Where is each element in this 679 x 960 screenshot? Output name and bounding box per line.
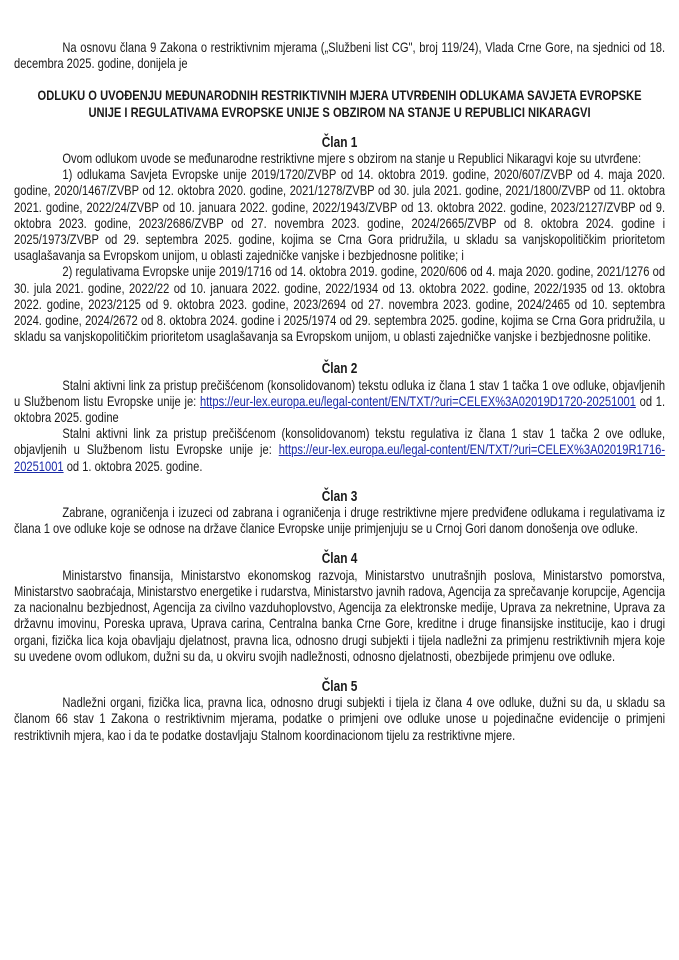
decision-title: ODLUKU O UVOĐENJU MEĐUNARODNIH RESTRIKTIVNIH MJERA UTVRĐENIH ODLUKAMA SAVJETA EVROPSKE UNIJE I REGULATIVAMA EVROPSKE UNIJE S OBZIROM NA STANJE U REPUBLICI NIKARAGVI bbox=[37, 88, 642, 120]
article-2-heading: Član 2 bbox=[321, 361, 358, 378]
article-1-item-1: 1) odlukama Savjeta Evropske unije 2019/1720/ZVBP od 14. oktobra 2019. godine, 2020/607/ZVBP od 4. maja 2020. godine, 2020/1467/ZVBP od 12. oktobra 2020. godine, 2021/1278/ZVBP od 30. jula 2021. godine, 2021/1800/ZVBP od 11. oktobra 2021. godine, 2022/24/ZVBP od 10. januara 2022. godine, 2022/1943/ZVBP od 13. oktobra 2022. godine, 2023/2127/ZVBP od 9. oktobra 2023. godine, 2023/2686/ZVBP od 27. novembra 2023. godine, 2024/2665/ZVBP od 8. oktobra 2024. godine i 2025/1973/ZVBP od 29. septembra 2025. godine, kojima se Crna Gora pridružila, u skladu sa vanjskopolitičkim prioritetom usaglašavanja sa Evropskom unijom, u oblasti zajedničke vanjske i bezbjednosne politike; i bbox=[14, 167, 666, 264]
article-4-paragraph: Ministarstvo finansija, Ministarstvo ekonomskog razvoja, Ministarstvo unutrašnjih poslova, Ministarstvo pomorstva, Ministarstvo saobraćaja, Ministarstvo energetike i rudarstva, Ministarstvo javnih radova, Agencija za sprečavanje korupcije, Agencija za nacionalnu bezbjednost, Agencija za civilno vazduhoplovstvo, Agencija za elektronske medije, Uprava za nekretnine, Uprava za državnu imovinu, Poreska uprava, Uprava carina, Centralna banka Crne Gore, kreditne i druge finansijske institucije, kao i drugi organi, fizička lica koja obavljaju djelatnost, pravna lica, odnosno drugi subjekti i tijela nadležni za primjenu restriktivnih mjera koje su uvedene ovom odlukom, dužni su da, u okviru svojih nadležnosti, odnosno djelatnosti, obezbijede primjenu ove odluke. bbox=[14, 567, 666, 664]
eurlex-decision-link[interactable]: https://eur-lex.europa.eu/legal-content/EN/TXT/?uri=CELEX%3A02019D1720-20251001 bbox=[199, 393, 636, 409]
article-3-paragraph: Zabrane, ograničenja i izuzeci od zabrana i ograničenja i druge restriktivne mjere predviđene odlukama i regulativama iz člana 1 ove odluke koje se odnose na države članice Evropske unije primjenjuju se u Crnoj Gori danom donošenja ove odluke. bbox=[14, 505, 666, 537]
article-5-paragraph: Nadležni organi, fizička lica, pravna lica, odnosno drugi subjekti i tijela iz člana 4 ove odluke, dužni su da, u skladu sa članom 66 stav 1 Zakona o restriktivnim mjerama, podatke o primjeni ove odluke unose u pojedinačne evidencije o primjeni restriktivnih mjera, kao i da te podatke dostavljaju Stalnom koordinacionom tijelu za restriktivne mjere. bbox=[14, 695, 666, 743]
article-2-text-1: Stalni aktivni link za pristup prečišćenom (konsolidovanom) tekstu odluka iz člana 1 stav 1 tačka 1 ove odluke, objavljenih u Službenom listu Evropske unije je: bbox=[14, 377, 666, 409]
article-4-heading: Član 4 bbox=[321, 551, 358, 568]
article-1-item-2: 2) regulativama Evropske unije 2019/1716 od 14. oktobra 2019. godine, 2020/606 od 4. maja 2020. godine, 2021/1276 od 30. jula 2021. godine, 2022/22 od 10. januara 2022. godine, 2022/1934 od 13. oktobra 2022. godine, 2022/1935 od 13. oktobra 2022. godine, 2023/2125 od 9. oktobra 2023. godine, 2023/2694 od 27. novembra 2023. godine, 2024/2465 od 10. septembra 2024. godine, 2024/2672 od 8. oktobra 2024. godine i 2025/1974 od 29. septembra 2025. godine, kojima se Crna Gora pridružila, u skladu sa vanjskopolitičkim prioritetom usaglašavanja sa Evropskom unijom, u oblasti zajedničke vanjske i bezbjednosne politike. bbox=[14, 264, 666, 345]
article-2-paragraph-1 bbox=[14, 378, 665, 427]
article-1-paragraph: Ovom odlukom uvode se međunarodne restriktivne mjere s obzirom na stanje u Republici Nikaragvi koje su utvrđene: bbox=[62, 151, 642, 167]
eurlex-regulation-link[interactable]: https://eur-lex.europa.eu/legal-content/EN/TXT/?uri=CELEX%3A02019R1716-20251001 bbox=[14, 442, 666, 474]
article-2-tail-1: od 1. oktobra 2025. godine bbox=[14, 393, 666, 426]
article-2-tail-2: od 1. oktobra 2025. godine. bbox=[63, 458, 203, 474]
article-5-heading: Član 5 bbox=[321, 678, 358, 695]
article-2-text-2: Stalni aktivni link za pristup prečišćenom (konsolidovanom) tekstu regulativa iz člana 1 stav 1 tačka 2 ove odluke, objavljenih u Službenom listu Evropske unije je: bbox=[14, 426, 666, 458]
article-3-heading: Član 3 bbox=[321, 488, 358, 505]
article-1-heading: Član 1 bbox=[321, 134, 358, 151]
article-2-paragraph-2 bbox=[14, 426, 665, 475]
document bbox=[14, 40, 665, 744]
intro-paragraph: Na osnovu člana 9 Zakona o restriktivnim mjerama („Službeni list CG", broj 119/24), Vlada Crne Gore, na sjednici od 18. decembra 2025. godine, donijela je bbox=[14, 40, 666, 72]
